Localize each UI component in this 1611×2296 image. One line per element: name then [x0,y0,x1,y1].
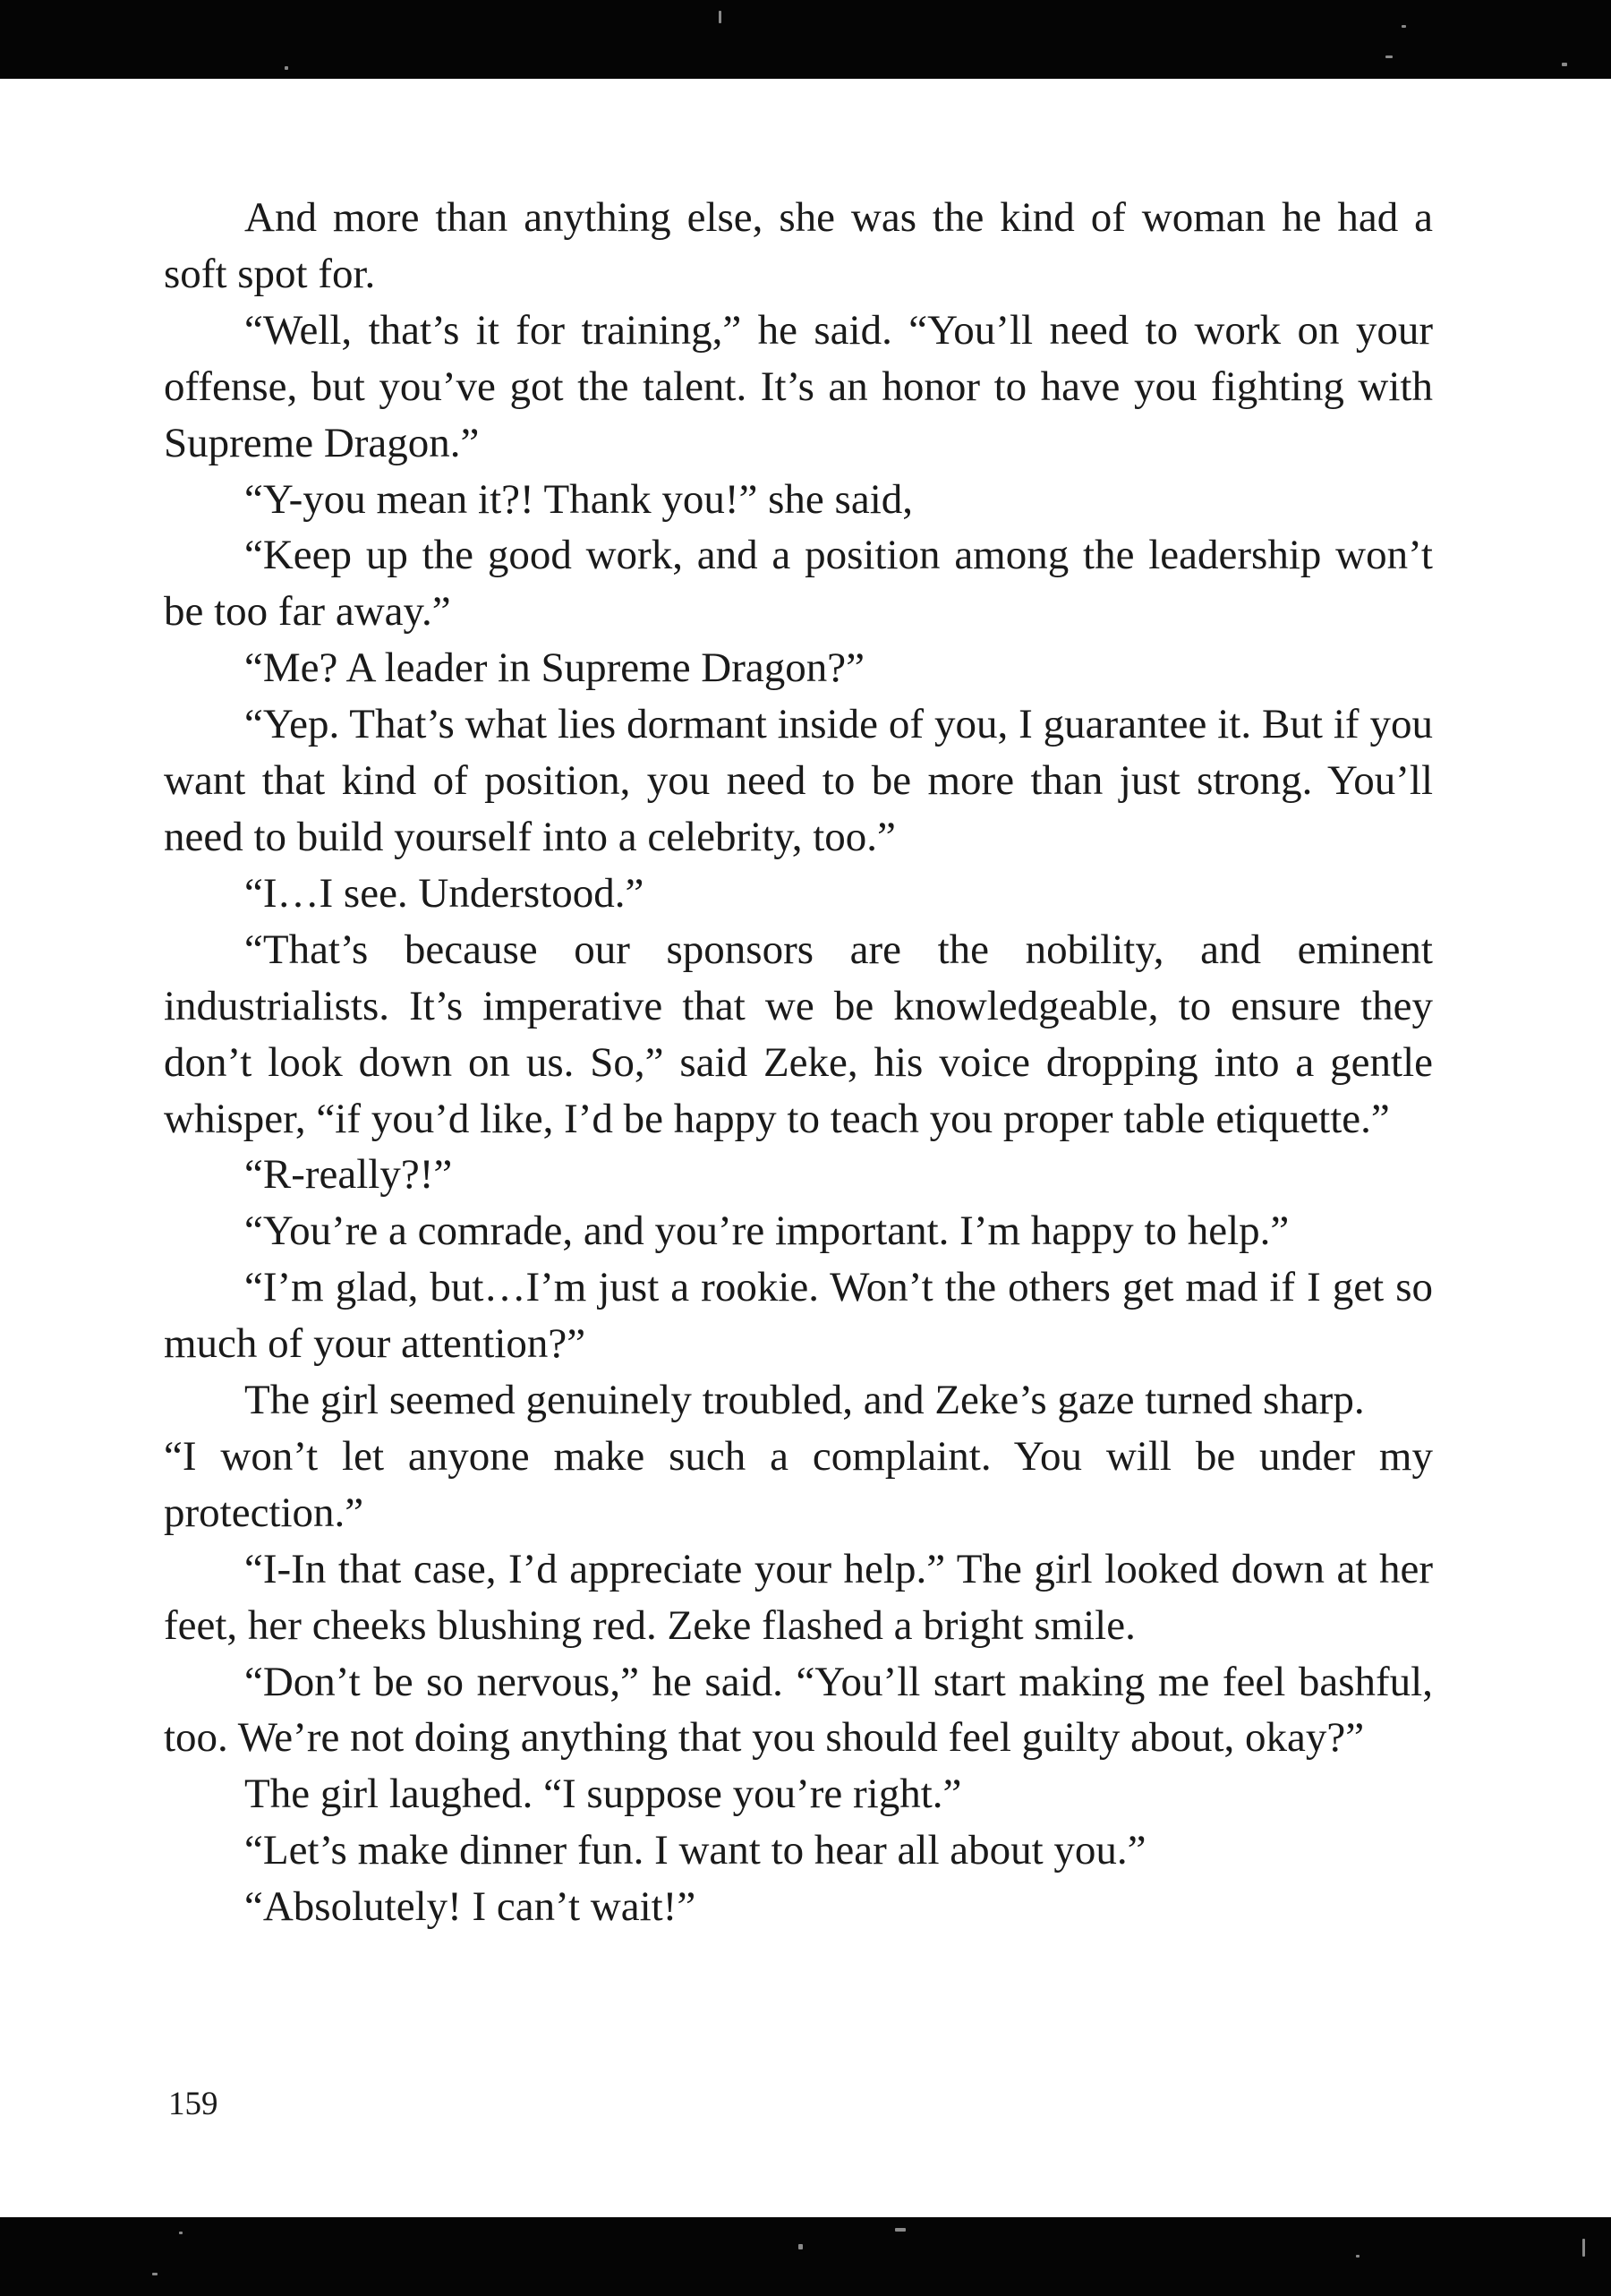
paragraph: “R-really?!” [244,1151,453,1199]
bottom-border [0,2217,1611,2296]
paragraph: “Absolutely! I can’t wait!” [244,1883,696,1931]
paragraph: “I-In that case, I’d appreciate your help.” The girl looked down at her feet, her cheeks blushing red. Zeke flashed a bright smile. [164,1545,1433,1649]
paragraph: The girl laughed. “I suppose you’re right.” [244,1771,962,1818]
paragraph: “Y-you mean it?! Thank you!” she said, [244,475,913,523]
paragraph: “Me? A leader in Supreme Dragon?” [244,644,865,692]
paragraph: “Well, that’s it for training,” he said. “You’ll need to work on your offense, but you’ve got the talent. It’s an honor to have you fighting with Supreme Dragon.” [164,306,1433,466]
paragraph: The girl seemed genuinely troubled, and Zeke’s gaze turned sharp. [244,1377,1365,1424]
paragraph: “Let’s make dinner fun. I want to hear all about you.” [244,1827,1146,1874]
paragraph: “I’m glad, but…I’m just a rookie. Won’t the others get mad if I get so much of your attention?” [164,1264,1433,1368]
paragraph: “That’s because our sponsors are the nobility, and eminent industrialists. It’s imperative that we be knowledgeable, to ensure they don’t look down on us. So,” said Zeke, his voice dropping into a gentle whisper, “if you’d like, I’d be happy to teach you proper table etiquette.” [164,926,1433,1142]
paragraph: “Yep. That’s what lies dormant inside of you, I guarantee it. But if you want that kind of position, you need to be more than just strong. You’ll need to build yourself into a celebrity, too.” [164,701,1433,860]
page-number: 159 [168,2086,218,2122]
paragraph: “I…I see. Understood.” [244,869,644,917]
body-text [164,190,1433,1935]
paragraph: “You’re a comrade, and you’re important. I’m happy to help.” [244,1208,1290,1255]
paragraph: “Don’t be so nervous,” he said. “You’ll start making me feel bashful, too. We’re not doing anything that you should feel guilty about, okay?” [164,1658,1433,1762]
paragraph: “Keep up the good work, and a position among the leadership won’t be too far away.” [164,532,1433,636]
top-border [0,0,1611,79]
paragraph: And more than anything else, she was the kind of woman he had a soft spot for. [164,194,1433,297]
paragraph: “I won’t let anyone make such a complaint. You will be under my protection.” [164,1432,1433,1536]
